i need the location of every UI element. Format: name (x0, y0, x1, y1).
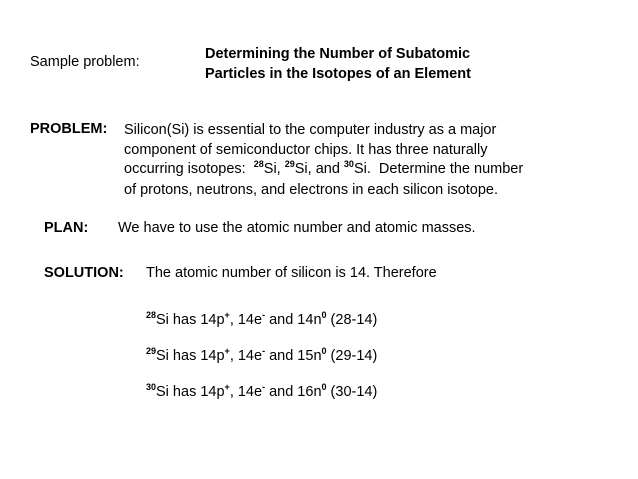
problem-line-1: Silicon(Si) is essential to the computer industry as a major (124, 122, 497, 138)
electron-charge: - (262, 382, 266, 392)
proton-charge: + (224, 310, 230, 320)
electron-charge: - (262, 346, 266, 356)
result-text-b: , 14e (229, 384, 263, 400)
sample-problem-label: Sample problem: (30, 54, 140, 70)
page-title (205, 44, 471, 84)
title-line-2: Particles in the Isotopes of an Element (205, 66, 471, 82)
plan-label: PLAN: (44, 220, 89, 236)
result-text-d: (28-14) (326, 312, 378, 328)
problem-line-3-text: occurring isotopes: (124, 161, 254, 177)
result-mass: 30 (146, 382, 157, 392)
result-text-a: Si has 14p (156, 384, 225, 400)
solution-label: SOLUTION: (44, 265, 124, 281)
proton-charge: + (224, 382, 230, 392)
problem-line-3 (124, 160, 523, 181)
problem-line-4: of protons, neutrons, and electrons in each silicon isotope. (124, 181, 499, 198)
problem-text (124, 121, 523, 200)
title-line-1: Determining the Number of Subatomic (205, 46, 471, 62)
result-line-si29 (146, 348, 377, 364)
result-line-si30 (146, 384, 377, 400)
result-text-d: (29-14) (326, 348, 378, 364)
problem-label: PROBLEM: (30, 121, 108, 137)
problem-line-2: component of semiconductor chips. It has three naturally (124, 141, 488, 158)
result-mass: 28 (146, 310, 157, 320)
result-text-b: , 14e (229, 348, 263, 364)
plan-text: We have to use the atomic number and atomic masses. (118, 220, 476, 236)
isotope-30-mass: 30 (343, 159, 354, 169)
proton-charge: + (224, 346, 230, 356)
result-line-si28 (146, 312, 377, 328)
solution-text: The atomic number of silicon is 14. Therefore (146, 265, 437, 281)
isotope-29-symbol: Si, and (294, 161, 344, 177)
result-text-d: (30-14) (326, 384, 378, 400)
result-text-b: , 14e (229, 312, 263, 328)
result-mass: 29 (146, 346, 157, 356)
electron-charge: - (262, 310, 266, 320)
result-text-a: Si has 14p (156, 348, 225, 364)
result-text-c: and 14n (265, 312, 322, 328)
neutron-charge: 0 (321, 310, 327, 320)
isotope-30-symbol: Si. Determine the number (353, 161, 524, 177)
result-text-a: Si has 14p (156, 312, 225, 328)
neutron-charge: 0 (321, 382, 327, 392)
result-text-c: and 16n (265, 384, 322, 400)
isotope-28-mass: 28 (253, 159, 264, 169)
isotope-29-mass: 29 (284, 159, 295, 169)
result-text-c: and 15n (265, 348, 322, 364)
neutron-charge: 0 (321, 346, 327, 356)
isotope-28-symbol: Si, (263, 161, 285, 177)
